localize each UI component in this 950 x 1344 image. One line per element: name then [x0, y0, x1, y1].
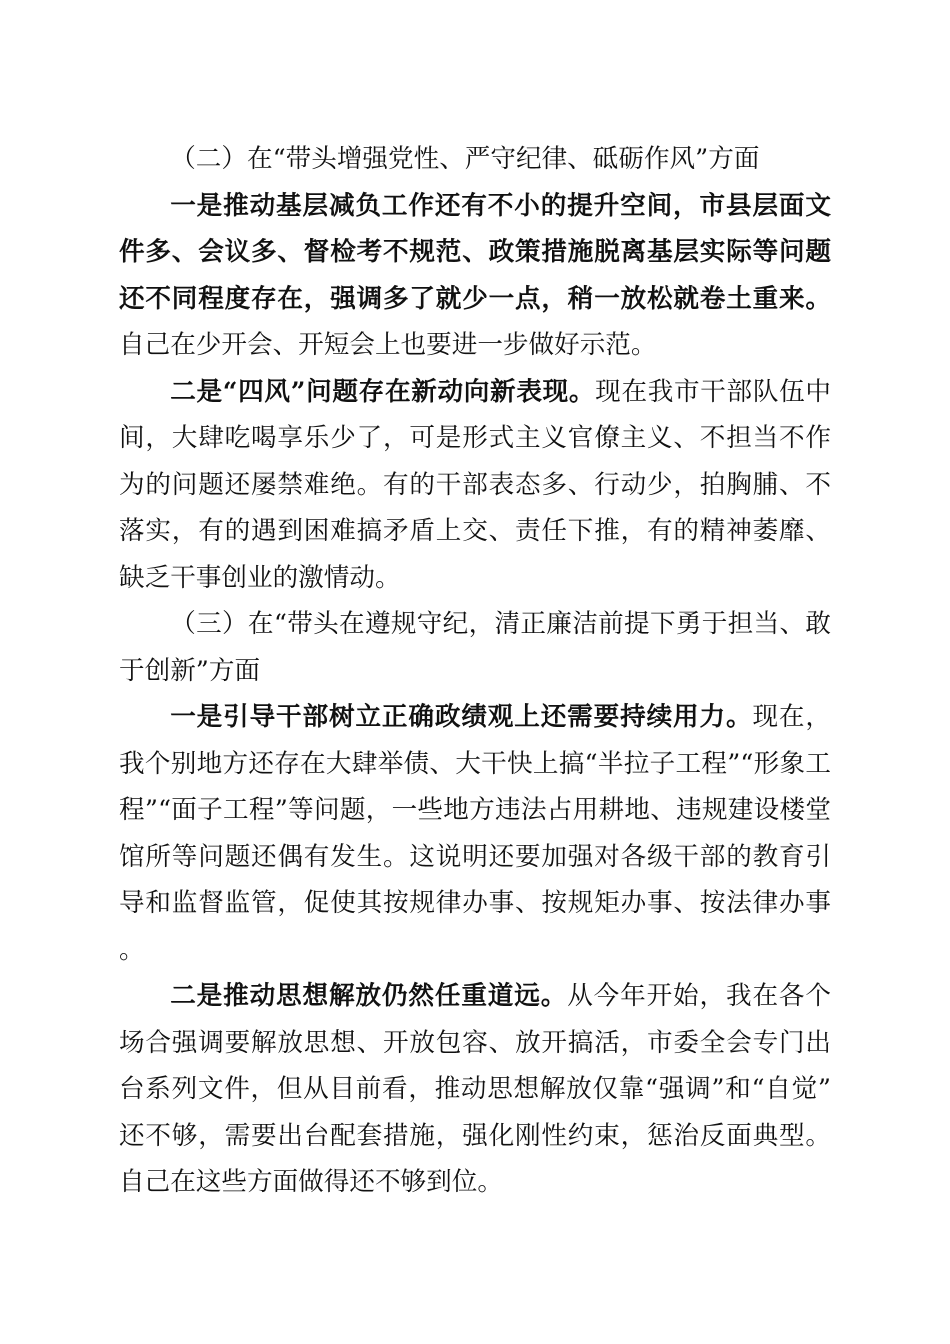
paragraph-lead: 一是引导干部树立正确政绩观上还需要持续用力。 — [170, 702, 753, 732]
section-heading-3 — [119, 601, 831, 694]
document-body — [119, 136, 831, 1206]
paragraph-text: （三）在“带头在遵规守纪，清正廉洁前提下勇于担当、敢于创新”方面 — [119, 609, 831, 686]
paragraph-text: 现在，我个别地方还存在大肆举债、大干快上搞“半拉子工程”“形象工程”“面子工程”等问题，一些地方违法占用耕地、违规建设楼堂馆所等问题还偶有发生。这说明还要加强对各级干部的教育引导和监督监管，促使其按规律办事、按规矩办事、按法律办事。 — [119, 702, 831, 965]
paragraph-3-2 — [119, 973, 831, 1206]
paragraph-text: 自己在少开会、开短会上也要进一步做好示范。 — [119, 330, 657, 360]
paragraph-lead: 二是推动思想解放仍然任重道远。 — [170, 981, 568, 1011]
paragraph-lead: 二是“四风”问题存在新动向新表现。 — [170, 376, 596, 407]
section-heading-2 — [119, 136, 831, 183]
paragraph-3-1 — [119, 694, 831, 973]
paragraph-2-2 — [119, 369, 831, 602]
paragraph-text: 从今年开始，我在各个场合强调要解放思想、开放包容、放开搞活，市委全会专门出台系列文件，但从目前看，推动思想解放仅靠“强调”和“自觉”还不够，需要出台配套措施，强化刚性约束，惩治反面典型。自己在这些方面做得还不够到位。 — [119, 981, 831, 1197]
paragraph-text: 现在我市干部队伍中间，大肆吃喝享乐少了，可是形式主义官僚主义、不担当不作为的问题还屡禁难绝。有的干部表态多、行动少，拍胸脯、不落实，有的遇到困难搞矛盾上交、责任下推，有的精神萎靡、缺乏干事创业的激情动。 — [119, 376, 831, 593]
paragraph-2-1 — [119, 183, 831, 369]
paragraph-text: （二）在“带头增强党性、严守纪律、砥砺作风”方面 — [170, 144, 760, 174]
paragraph-lead: 一是推动基层减负工作还有不小的提升空间，市县层面文件多、会议多、督检考不规范、政策措施脱离基层实际等问题还不同程度存在，强调多了就少一点，稍一放松就卷土重来。 — [119, 190, 831, 314]
